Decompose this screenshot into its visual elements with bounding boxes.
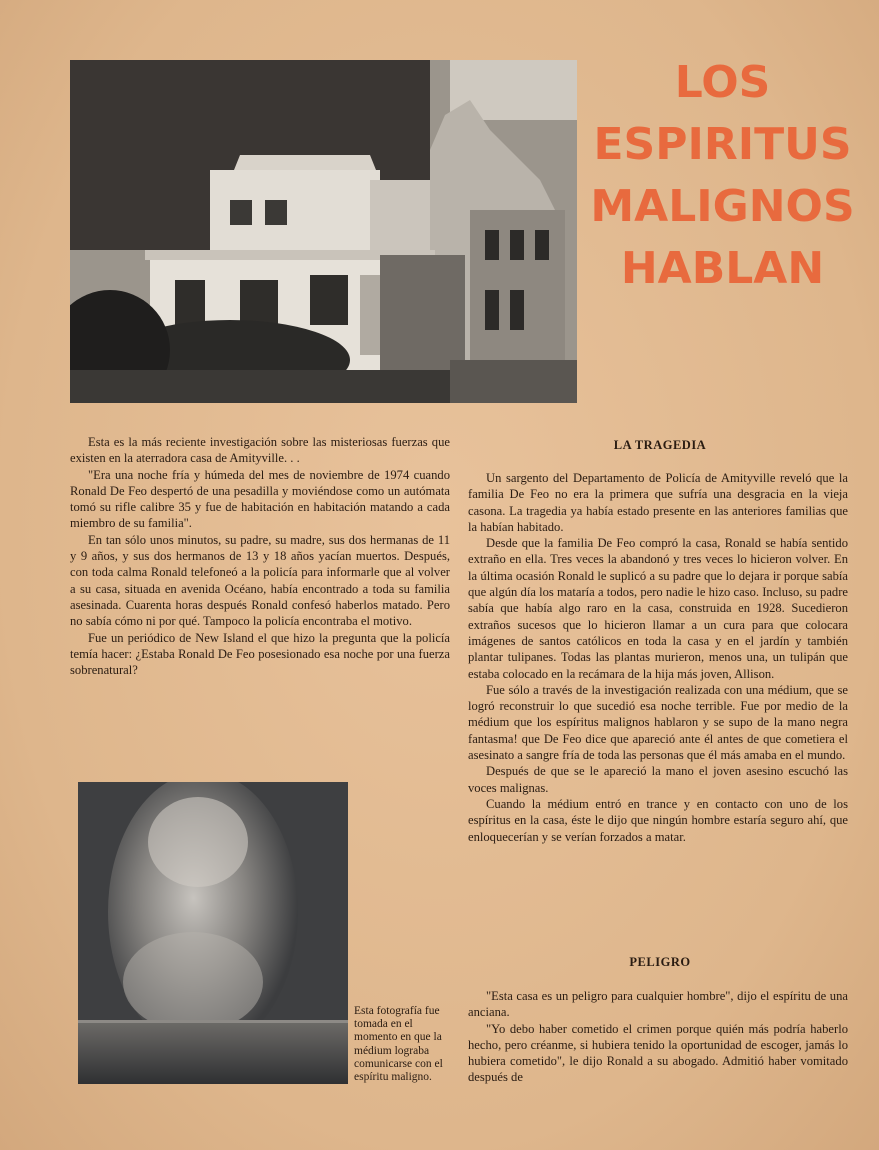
title-line-4: HABLAN: [620, 243, 825, 294]
photo-caption: Esta fotografía fue tomada en el momento en que la médium lograba comunicarse con el espíritu maligno.: [354, 1005, 443, 1084]
paragraph: "Esta casa es un peligro para cualquier hombre", dijo el espíritu de una anciana.: [468, 989, 848, 1020]
paragraph: "Era una noche fría y húmeda del mes de noviembre de 1974 cuando Ronald De Feo despertó de una pesadilla y moviéndose como un autómata tomó su rifle calibre 35 y fue de habitación en habitación matando a cada miembro de su familia".: [70, 467, 450, 531]
spirit-photo: [78, 782, 348, 1084]
paragraph: Desde que la familia De Feo compró la casa, Ronald se había sentido extraño en ella. Tres veces la abandonó y tres veces lo hicieron volver. En la última ocasión Ronald le suplicó a su padre que lo dejara ir porque sabía que algún día los mataría a todos, pero nadie le hizo caso. Incluso, su padre sabía que había algo raro en la casa, construida en 1928. Sucedieron extraños sucesos que lo hicieron llamar a un cura para que colocara imágenes de santos católicos en toda la casa y en el jardín y también plantar tulipanes. Todas las plantas murieron, menos una, un tulipán que estaba colocado en la recámara de la hija más joven, Allison.: [468, 536, 848, 681]
title-line-3: MALIGNOS: [590, 181, 855, 232]
paragraph: Después de que se le apareció la mano el joven asesino escuchó las voces malignas.: [468, 764, 848, 795]
right-column-tragedia: [468, 470, 848, 845]
paragraph: Fue sólo a través de la investigación realizada con una médium, que se logró reconstruir lo que sucedió esa noche terrible. Fue por medio de la médium que los espíritus malignos hablaron y se supo de la mano negra fantasma! que De Feo dice que apareció ante él antes de que cometiera el asesinato a sangre fría de toda las personas que él más amaba en el mundo.: [468, 682, 848, 763]
paragraph: "Yo debo haber cometido el crimen porque quién más podría haberlo hecho, pero créanme, si hubiera tenido la oportunidad de escoger, jamás lo hubiera cometido", le dijo Ronald a su abogado. Admitió haber vomitado después de: [468, 1021, 848, 1085]
paragraph: Un sargento del Departamento de Policía de Amityville reveló que la familia De Feo no era la primera que sufría una desgracia en la vieja casona. La tragedia ya había estado presente en las anteriores familias que la habían habitado.: [468, 471, 848, 534]
paragraph: En tan sólo unos minutos, su padre, su madre, sus dos hermanas de 11 y 9 años, y sus dos hermanos de 13 y 18 años yacían muertos. Después, con toda calma Ronald telefoneó a la policía para informarle que al volver a su casa, situada en avenida Océano, había encontrado a toda su familia asesinada. Cuarenta horas después Ronald confesó haberlos matado. Pero no sabía cómo ni por qué. Tampoco la policía encontraba el motivo.: [70, 532, 450, 629]
section-heading-tragedia: LA TRAGEDIA: [613, 438, 707, 452]
left-column: [70, 434, 450, 678]
title-line-2: ESPIRITUS: [593, 119, 852, 170]
paragraph: Cuando la médium entró en trance y en contacto con uno de los espíritus en la casa, éste le dijo que ningún hombre estaría seguro ahí, que enloquecerían y se verían forzados a matar.: [468, 796, 848, 844]
section-heading-peligro: PELIGRO: [629, 955, 691, 969]
house-photo: [70, 60, 577, 403]
right-column-peligro: [468, 988, 848, 1086]
title-line-1: LOS: [674, 57, 771, 108]
paragraph: Esta es la más reciente investigación sobre las misteriosas fuerzas que existen en la aterradora casa de Amityville. . .: [70, 435, 450, 466]
article-title: [585, 52, 860, 300]
paragraph: Fue un periódico de New Island el que hizo la pregunta que la policía temía hacer: ¿Estaba Ronald De Feo posesionado esa noche por una fuerza sobrenatural?: [70, 630, 450, 678]
